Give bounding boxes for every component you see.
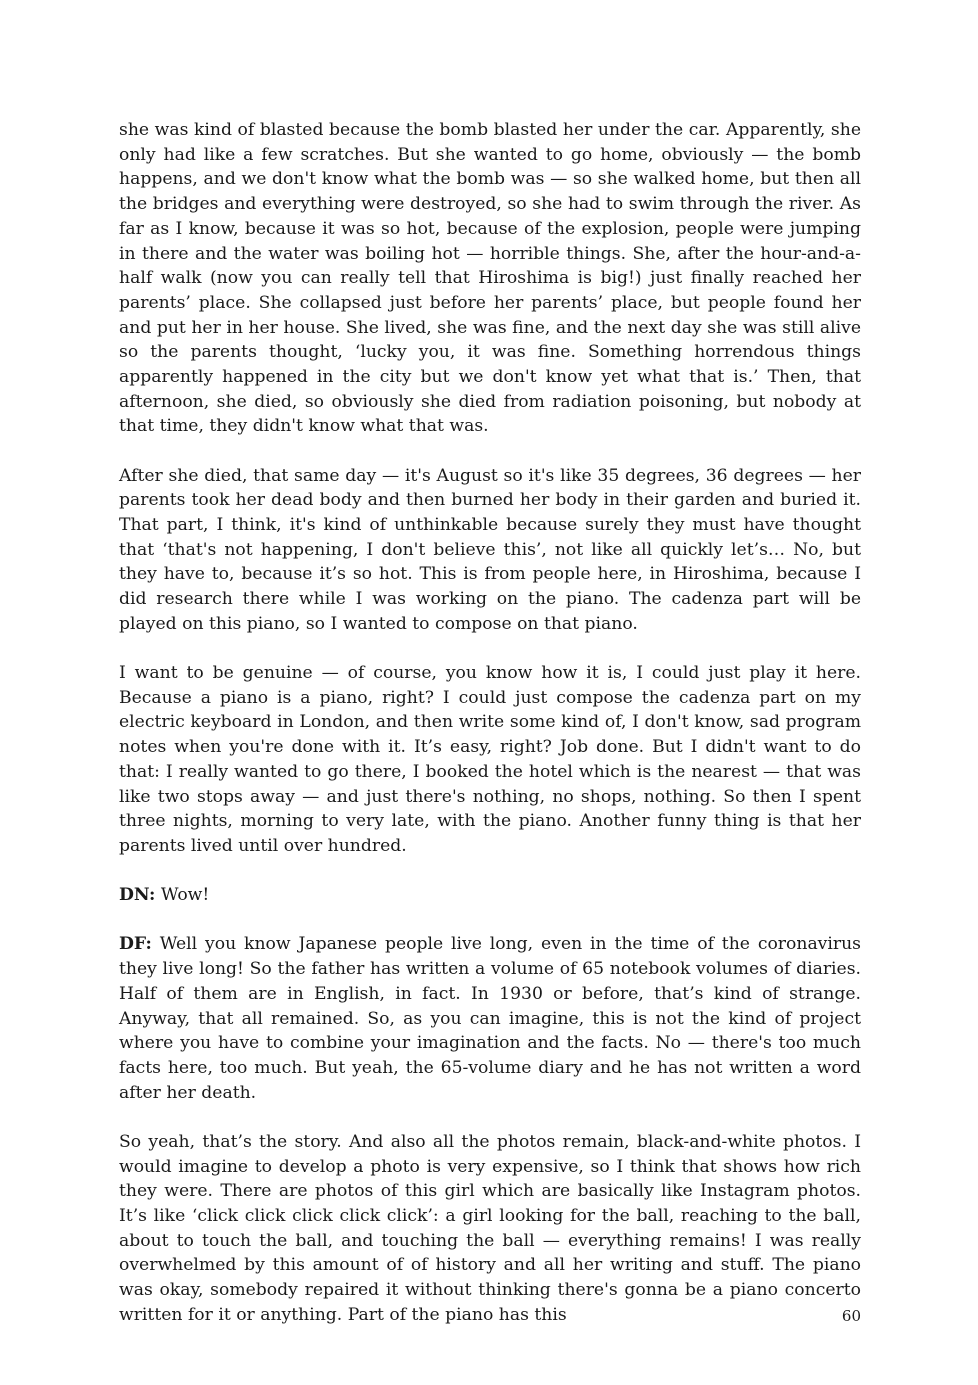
paragraph-5 [119,932,861,1105]
paragraph-2 [119,464,861,637]
speaker-label: DF: [119,934,152,955]
paragraph-text: she was kind of blasted because the bomb blasted her under the car. Apparently, she only had like a few scratches. But she wanted to go home, obviously — the bomb happens, and we don't know what the bomb was — so she walked home, but then all the bridges and everything were destroyed, so she had to swim through the river. As far as I know, because it was so hot, because of the explosion, people were jumping in there and the water was boiling hot — horrible things. She, after the hour-and-a-half walk (now you can really tell that Hiroshima is big!) just finally reached her parents’ place. She collapsed just before her parents’ place, but people found her and put her in her house. She lived, she was fine, and the next day she was still alive so the parents thought, ‘lucky you, it was fine. Something horrendous things apparently happened in the city but we don't know yet what that is.’ Then, that afternoon, she died, so obviously she died from radiation poisoning, but nobody at that time, they didn't know what that was. [119,120,861,437]
paragraph-1 [119,118,861,439]
paragraph-text: I want to be genuine — of course, you know how it is, I could just play it here. Because a piano is a piano, right? I could just compose the cadenza part on my electric keyboard in London, and then write some kind of, I don't know, sad program notes when you're done with it. It’s easy, right? Job done. But I didn't want to do that: I really wanted to go there, I booked the hotel which is the nearest — that was like two stops away — and just there's nothing, no shops, nothing. So then I spent three nights, morning to very late, with the piano. Another funny thing is that her parents lived until over hundred. [119,663,861,856]
paragraph-3 [119,661,861,859]
paragraph-4 [119,883,861,908]
paragraph-text: Wow! [155,885,210,906]
paragraph-6 [119,1130,861,1328]
paragraph-text: So yeah, that’s the story. And also all the photos remain, black-and-white photos. I would imagine to develop a photo is very expensive, so I think that shows how rich they were. There are photos of this girl which are basically like Instagram photos. It’s like ‘click click click click click’: a girl looking for the ball, reaching to the ball, about to touch the ball, and touching the ball — everything remains! I was really overwhelmed by this amount of of history and all her writing and stuff. The piano was okay, somebody repaired it without thinking there's gonna be a piano concerto written for it or anything. Part of the piano has this [119,1131,861,1325]
page-number: 60 [841,1307,861,1325]
paragraph-text: After she died, that same day — it's August so it's like 35 degrees, 36 degrees — her parents took her dead body and then burned her body in their garden and buried it. That part, I think, it's kind of unthinkable because surely they must have thought that ‘that's not happening, I don't believe this’, not like all quickly let’s… No, but they have to, because it’s so hot. This is from people here, in Hiroshima, because I did research there while I was working on the piano. The cadenza part will be played on this piano, so I wanted to compose on that piano. [119,465,861,634]
body-text [119,118,861,1352]
speaker-label: DN: [119,885,156,906]
paragraph-text: Well you know Japanese people live long, even in the time of the coronavirus they live long! So the father has written a volume of 65 notebook volumes of diaries. Half of them are in English, in fact. In 1930 or before, that’s kind of strange. Anyway, that all remained. So, as you can imagine, this is not the kind of project where you have to combine your imagination and the facts. No — there's too much facts here, too much. But yeah, the 65-volume diary and he has not written a word after her death. [119,934,861,1103]
